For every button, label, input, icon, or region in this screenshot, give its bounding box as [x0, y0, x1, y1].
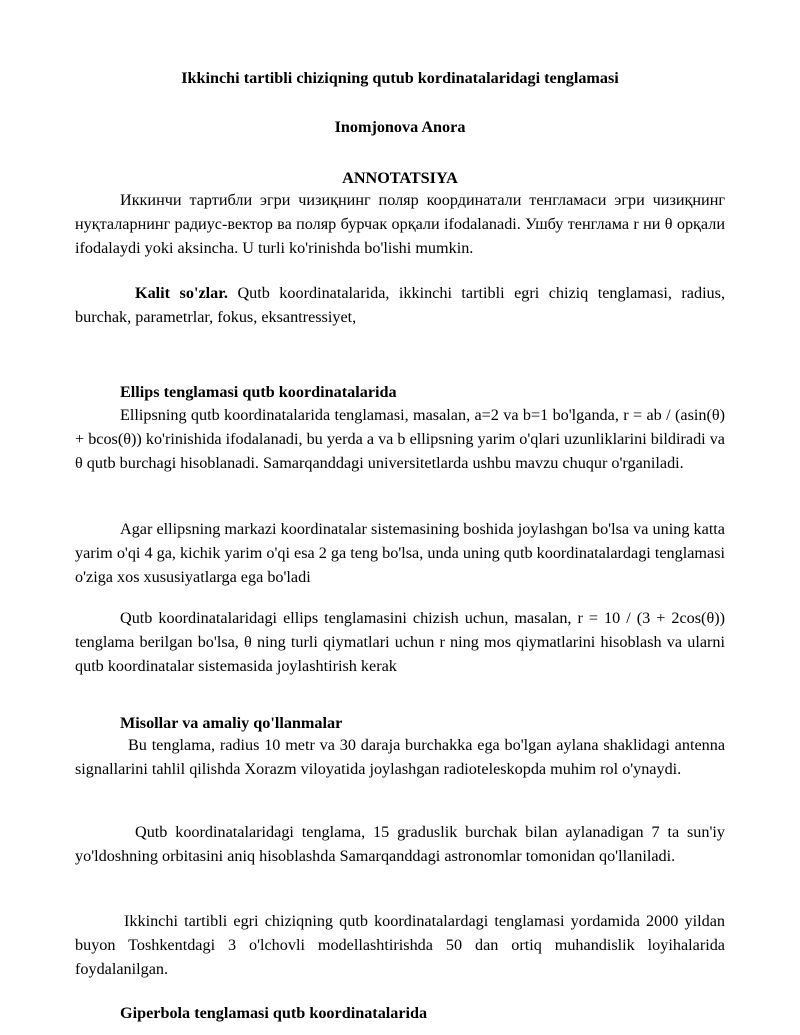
- paragraph: Bu tenglama, radius 10 metr va 30 daraja burchakka ega bo'lgan aylana shaklidagi antenna signallarini tahlil qilishda Xorazm viloyatida joylashgan radioteleskopda muhim rol o'ynaydi.: [75, 736, 725, 778]
- author-name: Inomjonova Anora: [334, 118, 466, 136]
- paragraph: Ellipsning qutb koordinatalarida tenglamasi, masalan, a=2 va b=1 bo'lganda, r = ab / (asin(θ) + bcos(θ)) ko'rinishida ifodalanadi, bu yerda a va b ellipsning yarim o'qlari uzunliklarini bildiradi va θ qutb burchagi hisoblanadi. Samarqanddagi universitetlarda ushbu mavzu chuqur o'rganiladi.: [75, 406, 725, 472]
- section-heading-ellipse: Ellips tenglamasi qutb koordinatalarida: [120, 383, 397, 401]
- document-title: Ikkinchi tartibli chiziqning qutub kordinatalaridagi tenglamasi: [181, 69, 619, 87]
- section-heading-hyperbola: Giperbola tenglamasi qutb koordinatalarida: [120, 1004, 428, 1022]
- keywords-paragraph: [75, 281, 725, 329]
- paragraph: Qutb koordinatalaridagi tenglama, 15 graduslik burchak bilan aylanadigan 7 ta sun'iy yo'ldoshning orbitasini aniq hisoblashda Samarqanddagi astronomlar tomonidan qo'llaniladi.: [75, 823, 725, 865]
- keywords-label: Kalit so'zlar.: [135, 284, 228, 302]
- annotation-paragraph: Иккинчи тартибли эгри чизиқнинг поляр координатали тенгламаси эгри чизиқнинг нуқталарнинг радиус-вектор ва поляр бурчак орқали ifodalanadi. Ушбу тенглама r ни θ орқали ifodalaydi yoki aksincha. U turli ko'rinishda bo'lishi mumkin.: [75, 191, 725, 257]
- paragraph: Qutb koordinatalaridagi ellips tenglamasini chizish uchun, masalan, r = 10 / (3 + 2cos(θ)) tenglama berilgan bo'lsa, θ ning turli qiymatlari uchun r ning mos qiymatlarini hisoblash va ularni qutb koordinatalar sistemasida joylashtirish kerak: [75, 609, 725, 675]
- paragraph: Agar ellipsning markazi koordinatalar sistemasining boshida joylashgan bo'lsa va uning katta yarim o'qi 4 ga, kichik yarim o'qi esa 2 ga teng bo'lsa, unda uning qutb koordinatalardagi tenglamasi o'ziga xos xususiyatlarga ega bo'ladi: [75, 520, 725, 586]
- keywords-text: Qutb koordinatalarida, ikkinchi tartibli egri chiziq tenglamasi, radius, burchak, parametrlar, fokus, eksantressiyet,: [75, 284, 726, 326]
- annotation-heading: ANNOTATSIYA: [342, 169, 458, 187]
- section-heading-examples: Misollar va amaliy qo'llanmalar: [120, 714, 343, 732]
- paragraph: Ikkinchi tartibli egri chiziqning qutb koordinatalardagi tenglamasi yordamida 2000 yildan buyon Toshkentdagi 3 o'lchovli modellashtirishda 50 dan ortiq muhandislik loyihalarida foydalanilgan.: [75, 912, 725, 978]
